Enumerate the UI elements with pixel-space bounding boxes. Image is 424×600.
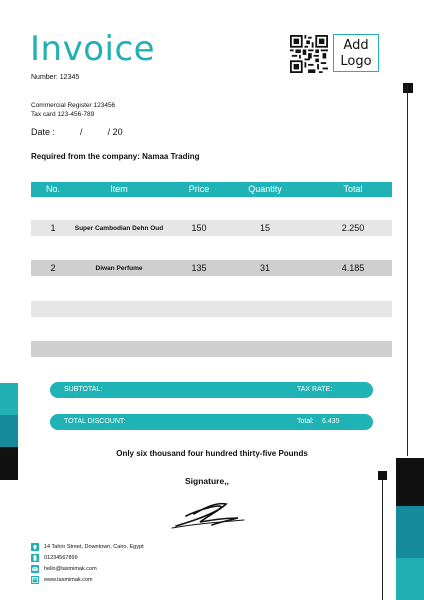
invoice-number: Number: 12345 [31, 74, 80, 81]
decor-square-bottom [378, 471, 387, 480]
email-text[interactable]: hello@tasmimak.com [44, 566, 97, 572]
signature-label: Signature,, [185, 476, 229, 486]
row-quantity: 15 [259, 223, 270, 233]
row-no: 2 [50, 263, 56, 273]
decor-line-right [407, 86, 408, 456]
web-icon [31, 576, 39, 584]
location-icon [31, 543, 39, 551]
tax-card: Tax card 123-456-789 [31, 111, 95, 119]
table-row-empty [31, 301, 392, 317]
decor-square-top [403, 83, 413, 93]
col-total: Total [343, 184, 363, 194]
invoice-title: Invoice [30, 29, 156, 69]
qr-code-icon [290, 35, 328, 73]
row-quantity: 31 [259, 263, 270, 273]
row-no: 1 [50, 223, 56, 233]
col-no: No. [45, 184, 60, 194]
logo-line-1: Add [343, 38, 369, 53]
row-price: 150 [191, 223, 207, 233]
row-item: Diwan Perfume [95, 265, 143, 272]
row-item: Super Cambodian Dehn Oud [74, 225, 164, 232]
address-text: 14 Tahrir Street, Downtown, Cairo, Egypt [44, 544, 144, 550]
decor-block-right-3 [396, 558, 424, 600]
total-value: 6.435 [322, 418, 340, 425]
discount-label: TOTAL DISCOUNT: [64, 418, 126, 425]
decor-block-left-1 [0, 383, 18, 415]
subtotal-label: SUBTOTAL: [64, 386, 103, 393]
discount-bar [50, 414, 373, 430]
signature-image [164, 498, 254, 532]
date-separator: / [80, 127, 83, 137]
date-year: / 20 [107, 127, 123, 137]
phone-text: 01234567899 [44, 555, 78, 561]
row-total: 2.250 [341, 223, 365, 233]
col-item: Item [110, 184, 128, 194]
decor-block-right-1 [396, 458, 424, 506]
decor-block-right-2 [396, 506, 424, 558]
date-line [31, 127, 123, 137]
subtotal-bar [50, 382, 373, 398]
tax-rate-label: TAX RATE: [297, 386, 333, 393]
row-price: 135 [191, 263, 207, 273]
table-header [31, 182, 392, 197]
table-row [31, 220, 392, 236]
logo-line-2: Logo [340, 54, 372, 69]
required-from: Required from the company: Namaa Trading [31, 152, 200, 161]
col-quantity: Quantity [248, 184, 282, 194]
date-label: Date : [31, 127, 56, 137]
amount-in-words: Only six thousand four hundred thirty-five Pounds [116, 449, 308, 458]
col-price: Price [188, 184, 210, 194]
decor-block-left-2 [0, 415, 18, 447]
commercial-register: Commercial Register 123456 [31, 102, 116, 109]
table-row [31, 260, 392, 276]
email-icon [31, 565, 39, 573]
table-row-empty [31, 341, 392, 357]
logo-placeholder[interactable] [333, 34, 379, 72]
row-total: 4.185 [341, 263, 365, 273]
phone-icon [31, 554, 39, 562]
website-text[interactable]: www.tasmimak.com [44, 577, 93, 583]
total-label: Total: [297, 418, 314, 425]
company-registration [31, 101, 115, 119]
decor-line-bottom [382, 475, 383, 600]
